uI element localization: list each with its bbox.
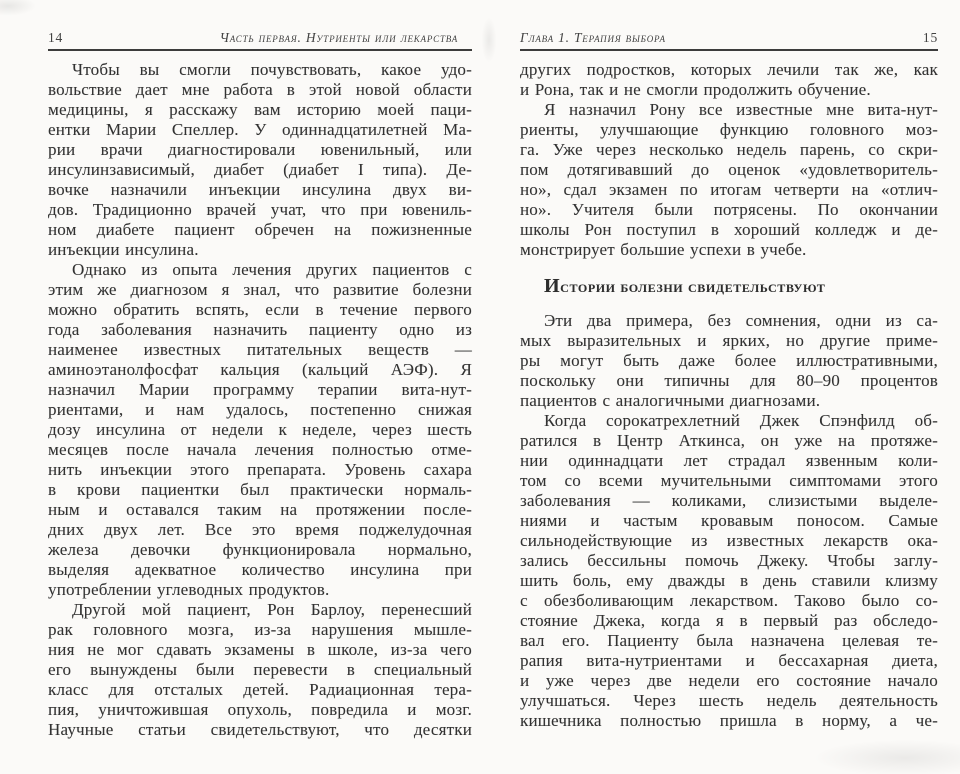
text-line: но». Учителя были потрясены. По окончании (520, 200, 938, 219)
text-line: ры могут быть даже более иллюстративными, (520, 351, 938, 370)
text-line: том со всеми мучительными симптомами этого (520, 471, 938, 490)
text-line: Я назначил Рону все известные мне вита-нут- (544, 100, 938, 119)
page-14 (48, 30, 472, 740)
text-line: но», сдал экзамен по итогам четверти на «отлич- (520, 180, 938, 199)
text-line: Чтобы вы смогли почувствовать, какое удо- (72, 60, 472, 79)
text-line: рии врачи диагностировали ювенильный, или (48, 140, 472, 159)
text-line: этим же диагнозом я знал, что развитие болезни (48, 280, 472, 299)
text-line: вочке назначили инъекции инсулина двух ви- (48, 180, 472, 199)
text-line: риенты, улучшающие функцию головного моз- (520, 120, 938, 139)
text-line: школы Рон поступил в хороший колледж и де- (520, 220, 938, 239)
text-line: дних двух лет. Все это время поджелудочная (48, 520, 472, 539)
text-line: в крови пациентки был практически нормаль- (48, 480, 472, 499)
page-14-body (48, 60, 472, 740)
text-line: зались бессильны помочь Джеку. Чтобы заглу- (520, 551, 938, 570)
page-15-running-head (520, 30, 938, 51)
paragraph (520, 100, 938, 260)
text-line: га. Уже через несколько недель парень, со скри- (520, 140, 938, 159)
paragraph (520, 411, 938, 731)
text-line: инсулинзависимый, диабет (диабет I типа). Де- (48, 160, 472, 179)
text-line: инъекции инсулина. (48, 240, 199, 259)
text-line: ным и оставался таким на протяжении после- (48, 500, 472, 519)
running-title-left: Часть первая. Нутриенты или лекарства (219, 30, 458, 45)
text-line: рак головного мозга, из-за нарушения мышле- (48, 620, 472, 639)
text-line: можно обратить вспять, если в течение первого (48, 300, 472, 319)
section-heading: Истории болезни свидетельствуют (544, 275, 826, 297)
text-line: Другой мой пациент, Рон Барлоу, перенесший (72, 600, 472, 619)
text-line: аминоэтанолфосфат кальция (кальций АЭФ). Я (48, 360, 472, 379)
text-line: других подростков, которых лечили так же, как (520, 60, 938, 79)
text-line: ном диабете пациент обречен на пожизненные (48, 220, 472, 239)
text-line: ентки Марии Спеллер. У одиннадцатилетней Ма- (48, 120, 472, 139)
paragraph (520, 60, 938, 100)
text-line: и Рона, так и не смогли продолжить обучение. (520, 80, 871, 99)
paragraph (48, 260, 472, 600)
text-line: дозу инсулина от недели к неделе, через шесть (48, 420, 472, 439)
text-line: заболевания — коликами, слизистыми выделе- (520, 491, 938, 510)
text-line: и уже через две недели его состояние начало (520, 671, 938, 690)
text-line: ниями и частым кровавым поносом. Самые (520, 511, 938, 530)
page-number-left: 14 (48, 30, 64, 45)
text-line: монстрирует большие успехи в учебе. (520, 240, 807, 259)
page-15-body (520, 60, 938, 731)
text-line: рапия вита-нутриентами и бессахарная диета, (520, 651, 938, 670)
page-14-running-head (48, 30, 472, 51)
text-line: нить инъекции этого препарата. Уровень сахара (48, 460, 472, 479)
text-line: его вынуждены были перевести в специальный (48, 660, 472, 679)
text-line: риентами, и нам удалось, постепенно снижая (48, 400, 472, 419)
text-line: улучшаться. Через шесть недель деятельность (520, 691, 938, 710)
running-title-right: Глава 1. Терапия выбора (520, 30, 666, 45)
text-line: наименее известных питательных веществ — (48, 340, 472, 359)
paragraph (48, 600, 472, 740)
text-line: Однако из опыта лечения других пациентов с (72, 260, 472, 279)
page-15 (520, 30, 938, 731)
text-line: вал его. Пациенту была назначена целевая те- (520, 631, 938, 650)
text-line: шить боль, ему дважды в день ставили клизму (520, 571, 938, 590)
page-number-right: 15 (922, 30, 938, 45)
text-line: выделяя адекватное количество инсулина при (48, 560, 472, 579)
text-line: нии одиннадцати лет страдал язвенным коли- (520, 451, 938, 470)
text-line: месяцев после начала лечения полностью отме- (48, 440, 472, 459)
text-line: с обезболивающим лекарством. Таково было со- (520, 591, 938, 610)
text-line: железа девочки функционировала нормально, (48, 540, 472, 559)
paragraph (48, 60, 472, 260)
text-line: пациентов с аналогичными диагнозами. (520, 391, 821, 410)
text-line: дов. Традиционно врачей учат, что при ювениль- (48, 200, 472, 219)
text-line: Научные статьи свидетельствуют, что десятки (48, 720, 472, 739)
text-line: Эти два примера, без сомнения, одни из са- (544, 311, 938, 330)
text-line: пия, уничтожившая опухоль, повредила и мозг. (48, 700, 472, 719)
text-line: назначил Марии программу терапии вита-нут- (48, 380, 472, 399)
text-line: поскольку они типичны для 80–90 процентов (520, 371, 938, 390)
text-line: Когда сорокатрехлетний Джек Спэнфилд об- (544, 411, 938, 430)
text-line: вольствие дает мне работа в этой новой области (48, 80, 472, 99)
text-line: ния не мог сдавать экзамены в школе, из-за чего (48, 640, 472, 659)
text-line: кишечника полностью пришла в норму, а че- (520, 711, 938, 730)
paragraph (520, 311, 938, 411)
text-line: стояние Джека, когда я в первый раз обследо- (520, 611, 938, 630)
text-line: сильнодействующие из известных лекарств ока- (520, 531, 938, 550)
text-line: мых выразительных и ярких, но другие приме- (520, 331, 938, 350)
text-line: ратился в Центр Аткинса, он уже на протяже- (520, 431, 938, 450)
text-line: пом дотягивавший до оценок «удовлетворитель- (520, 160, 938, 179)
text-line: года заболевания назначить пациенту одно из (48, 320, 472, 339)
text-line: медицины, я расскажу вам историю моей паци- (48, 100, 472, 119)
text-line: употреблении углеводных продуктов. (48, 580, 330, 599)
text-line: класс для отсталых детей. Радиационная тера- (48, 680, 472, 699)
